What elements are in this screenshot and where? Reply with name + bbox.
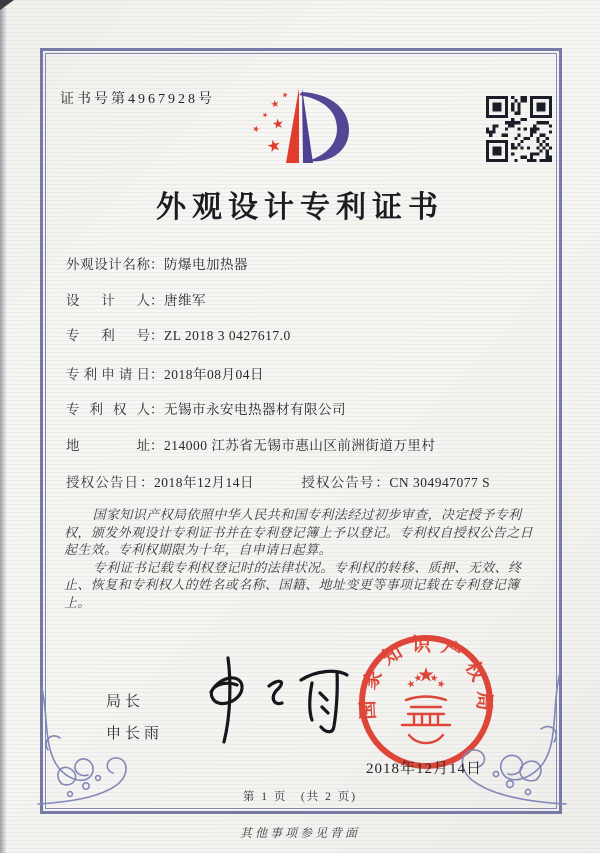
field-label: 外观设计名称 [66, 257, 150, 272]
field-colon: ： [150, 293, 164, 308]
field-design-name [66, 253, 536, 273]
scan-corner-artifact [0, 0, 14, 10]
field-patent-number [66, 324, 536, 344]
field-filing-date [66, 363, 536, 383]
grant-date-pair [66, 471, 254, 491]
director-signature-icon [185, 652, 355, 752]
certificate-number: 证书号第4967928号 [60, 92, 215, 107]
grant-row [66, 471, 536, 491]
field-designer [66, 289, 536, 309]
grant-no-value: CN 304947077 S [389, 475, 491, 490]
field-address [66, 434, 536, 454]
signer-title: 局长 [106, 693, 145, 710]
field-label: 专利号 [66, 328, 150, 343]
page-number: 第 1 页 (共 2 页) [242, 791, 358, 803]
field-colon: ： [150, 438, 164, 453]
signer-name: 申长雨 [106, 725, 164, 742]
footer-note: 其他事项参见背面 [239, 826, 360, 840]
field-label: 设计人 [66, 293, 150, 308]
scan-edge-shadow [0, 0, 7, 853]
field-colon: ： [150, 257, 164, 272]
grant-date-label: 授权公告日 [66, 475, 138, 490]
field-label: 地址 [66, 438, 150, 453]
legal-paragraph-2: 专利证书记载专利权登记时的法律状况。专利权的转移、质押、无效、终止、恢复和专利权人的姓名或名称、国籍、地址变更等事项记载在专利登记簿上。 [64, 559, 522, 610]
cnipa-logo-icon [244, 84, 356, 174]
field-value: 防爆电加热器 [164, 257, 248, 272]
legal-paragraph-1: 国家知识产权局依照中华人民共和国专利法经过初步审查，决定授予专利权，颁发外观设计专利证书并在专利登记簿上予以登记。专利权自授权公告之日起生效。专利权期限为十年，自申请日起算。 [64, 507, 534, 557]
field-colon: ： [150, 328, 164, 343]
seal-text: 国家知识产权局 [357, 634, 495, 721]
field-colon: ： [150, 367, 164, 382]
corner-ornament-bottom-left-icon [34, 686, 139, 808]
field-colon: ： [140, 475, 154, 490]
field-value: ZL 2018 3 0427617.0 [164, 328, 291, 343]
field-value: 无锡市永安电热器材有限公司 [164, 402, 346, 417]
legal-text [64, 506, 542, 611]
corner-ornament-bottom-right-icon [440, 670, 570, 808]
field-label: 专利权人 [66, 402, 150, 417]
field-value: 2018年08月04日 [164, 367, 264, 382]
field-colon: ： [375, 475, 389, 490]
grant-date-value: 2018年12月14日 [154, 475, 254, 490]
field-patentee [66, 398, 536, 418]
field-value: 214000 江苏省无锡市惠山区前洲街道万里村 [164, 438, 436, 453]
field-label: 专利申请日 [66, 367, 150, 382]
certificate-title: 外观设计专利证书 [156, 191, 444, 224]
grant-no-label: 授权公告号 [301, 475, 374, 490]
field-colon: ： [150, 402, 164, 417]
qr-code [486, 96, 552, 162]
field-value: 唐维军 [164, 293, 206, 308]
issue-date: 2018年12月14日 [366, 761, 483, 777]
grant-no-pair [301, 471, 490, 491]
